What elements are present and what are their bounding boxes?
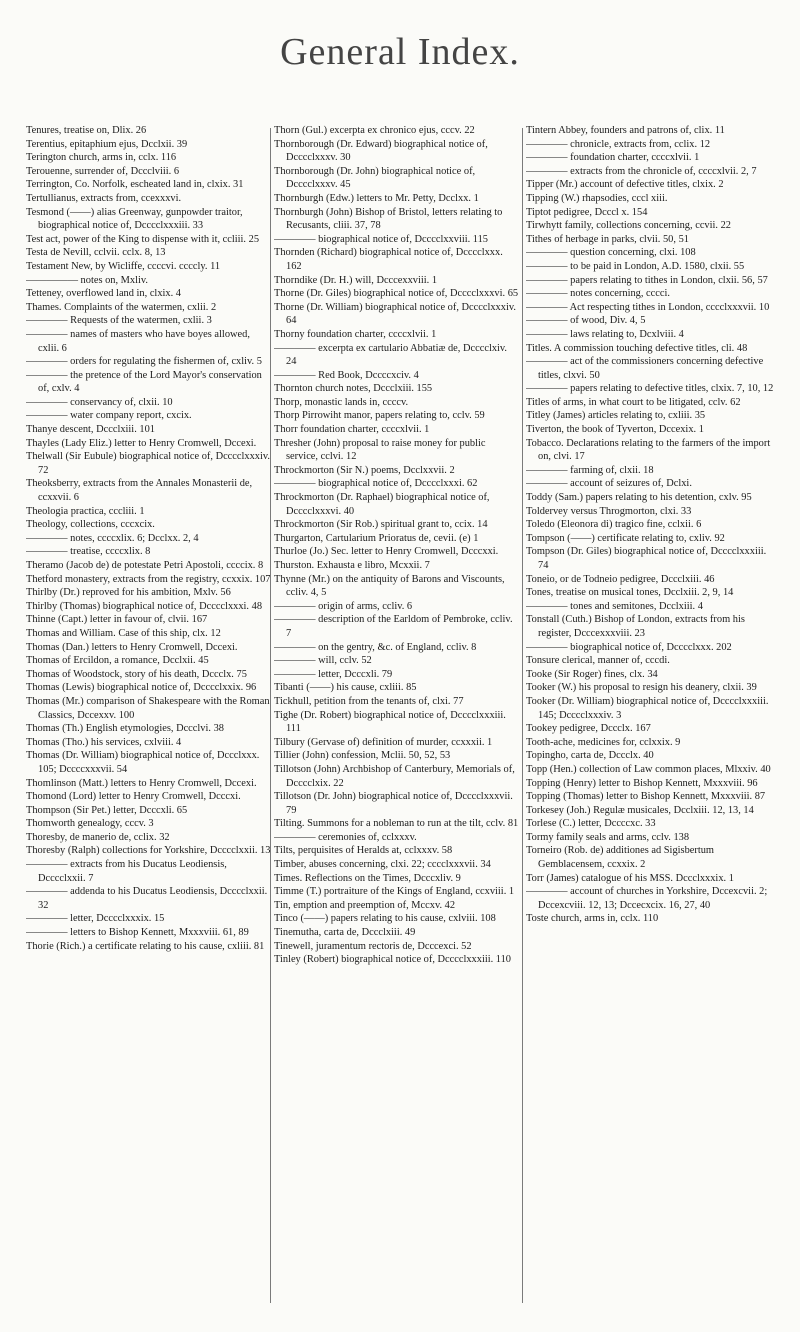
index-entry: Thomas and William. Case of this ship, clx. 12 <box>26 627 221 639</box>
index-entry: Thorp, monastic lands in, ccccv. <box>274 396 409 408</box>
index-entry: Thorr foundation charter, ccccxlvii. 1 <box>274 424 430 436</box>
index-entry: ———— conservancy of, clxii. 10 <box>26 396 173 408</box>
index-entry: Thornden (Richard) biographical notice of, Dcccclxxx. 162 <box>274 247 503 272</box>
index-entry: Theramo (Jacob de) de potestate Petri Apostoli, ccccix. 8 <box>26 560 264 571</box>
index-entry: Thomas (Mr.) comparison of Shakespeare with the Roman Classics, Dccexxv. 100 <box>26 695 270 721</box>
index-entry: Thanye descent, Dccclxiii. 101 <box>26 424 155 436</box>
index-entry: Tooker (Dr. William) biographical notice of, Dcccclxxxiii. 145; Dcccclxxxiv. 3 <box>526 695 769 721</box>
index-entry: ———— foundation charter, ccccxlvii. 1 <box>526 152 700 164</box>
index-entry: ———— Act respecting tithes in London, cccclxxxvii. 10 <box>526 301 770 313</box>
index-entry: Thomas (Th.) English etymologies, Dccclvi. 38 <box>26 723 224 735</box>
index-entry: ———— on the gentry, &c. of England, ccliv. 8 <box>274 641 477 653</box>
index-entry: Tinley (Robert) biographical notice of, Dcccclxxxiii. 110 <box>274 954 512 966</box>
index-entry: Thornborough (Dr. John) biographical notice of, Dcccclxxxv. 45 <box>274 165 476 191</box>
index-entry: Thorn (Gul.) excerpta ex chronico ejus, cccv. 22 <box>274 125 475 136</box>
index-entry: ———— to be paid in London, A.D. 1580, clxii. 55 <box>526 260 745 272</box>
index-entry: Tibanti (——) his cause, cxliii. 85 <box>274 682 417 694</box>
index-entry: Toledo (Eleonora di) tragico fine, cclxii. 6 <box>526 519 702 531</box>
index-entry: ———— Red Book, Dccccxciv. 4 <box>274 369 419 381</box>
index-column-3 <box>526 124 774 926</box>
index-entry: Tintern Abbey, founders and patrons of, clix. 11 <box>526 125 725 136</box>
index-entry: Tipper (Mr.) account of defective titles, clxix. 2 <box>526 179 724 191</box>
index-entry: ———— laws relating to, Dcxlviii. 4 <box>526 328 684 340</box>
index-column-1 <box>26 124 271 953</box>
index-entry: Tones, treatise on musical tones, Dcclxiii. 2, 9, 14 <box>526 587 734 599</box>
index-entry: Thomworth genealogy, cccv. 3 <box>26 818 154 830</box>
index-entry: Test act, power of the King to dispense with it, ccliii. 25 <box>26 233 260 245</box>
index-entry: ———— letters to Bishop Kennett, Mxxxviii. 61, 89 <box>26 927 249 939</box>
index-entry: Thomas (Dan.) letters to Henry Cromwell, Dccexi. <box>26 641 238 653</box>
index-entry: Tiverton, the book of Tyverton, Dccexix. 1 <box>526 424 704 436</box>
index-entry: Throckmorton (Sir Rob.) spiritual grant to, ccix. 14 <box>274 519 488 531</box>
index-entry: Torkesey (Joh.) Regulæ musicales, Dcclxiii. 12, 13, 14 <box>526 804 754 816</box>
index-entry: Thorndike (Dr. H.) will, Dcccexxviii. 1 <box>274 274 438 286</box>
index-entry: ———— letter, Dcccclxxxix. 15 <box>26 913 165 925</box>
index-entry: ———— notes, ccccxlix. 6; Dcclxx. 2, 4 <box>26 532 199 544</box>
index-entry: ———— excerpta ex cartulario Abbatiæ de, Dcccclxiv. 24 <box>274 342 508 368</box>
index-entry: Tillotson (John) Archbishop of Canterbury, Memorials of, Dcccclxix. 22 <box>274 763 515 789</box>
index-entry: Topping (Henry) letter to Bishop Kennett, Mxxxviii. 96 <box>526 777 758 789</box>
index-entry: Thornburgh (Edw.) letters to Mr. Petty, Dcclxx. 1 <box>274 192 479 204</box>
index-entry: Tesmond (——) alias Greenway, gunpowder traitor, biographical notice of, Dcccclxxxiii. 33 <box>26 206 243 232</box>
index-entry: Tonstall (Cuth.) Bishop of London, extracts from his register, Dcccexxxviii. 23 <box>526 614 745 639</box>
index-entry: Times. Reflections on the Times, Dcccxliv. 9 <box>274 872 461 884</box>
index-entry: Thomas (Dr. William) biographical notice of, Dccclxxx. 105; Dccccxxxvii. 54 <box>26 750 260 775</box>
index-entry: Thomas of Ercildon, a romance, Dcclxii. 45 <box>26 655 209 667</box>
index-entry: ———— notes concerning, cccci. <box>526 288 670 300</box>
index-entry: ———— description of the Earldom of Pembroke, ccliv. 7 <box>274 614 513 639</box>
index-entry: Terington church, arms in, cclx. 116 <box>26 152 177 164</box>
index-entry: ———— act of the commissioners concerning defective titles, clxvi. 50 <box>526 356 764 381</box>
index-entry: Testament New, by Wicliffe, ccccvi. ccccly. 11 <box>26 260 221 272</box>
index-entry: Titles. A commission touching defective titles, cli. 48 <box>526 342 748 354</box>
index-entry: ———— farming of, clxii. 18 <box>526 464 654 476</box>
index-entry: Thelwall (Sir Eubule) biographical notice of, Dcccclxxxiv. 72 <box>26 451 270 476</box>
index-entry: Tin, emption and preemption of, Mccxv. 42 <box>274 899 456 911</box>
index-entry: Toste church, arms in, cclx. 110 <box>526 913 659 925</box>
index-entry: ———— chronicle, extracts from, cclix. 12 <box>526 138 711 150</box>
index-entry: Tenures, treatise on, Dlix. 26 <box>26 125 147 136</box>
index-entry: ———— Requests of the watermen, cxlii. 3 <box>26 315 212 327</box>
index-entry: Thayles (Lady Eliz.) letter to Henry Cromwell, Dccexi. <box>26 437 257 449</box>
column-divider <box>270 128 271 1303</box>
index-entry: Thurloe (Jo.) Sec. letter to Henry Cromwell, Dcccxxi. <box>274 546 499 558</box>
index-entry: Tinemutha, carta de, Dccclxiii. 49 <box>274 927 416 939</box>
index-column-2 <box>274 124 519 967</box>
index-entry: Thomas (Tho.) his services, cxlviii. 4 <box>26 736 182 748</box>
index-entry: ———— extracts from his Ducatus Leodiensis, Dcccclxxii. 7 <box>26 859 227 884</box>
index-entry: Timme (T.) portraiture of the Kings of England, ccxviii. 1 <box>274 886 515 898</box>
index-entry: Thurston. Exhausta e libro, Mcxxii. 7 <box>274 560 430 571</box>
index-entry: Thoresby, de manerio de, cclix. 32 <box>26 831 170 843</box>
index-entry: Thurgarton, Cartularium Prioratus de, cevii. (e) 1 <box>274 532 479 544</box>
index-entry: ———— will, cclv. 52 <box>274 655 372 667</box>
index-entry: Thorie (Rich.) a certificate relating to his cause, cxliii. 81 <box>26 940 265 952</box>
index-entry: ———— treatise, ccccxlix. 8 <box>26 546 151 558</box>
index-entry: ———— papers relating to tithes in London, clxii. 56, 57 <box>526 274 768 286</box>
index-entry: Tompson (Dr. Giles) biographical notice of, Dcccclxxxiii. 74 <box>526 546 767 571</box>
index-entry: ———— of wood, Div. 4, 5 <box>526 315 646 327</box>
index-entry: Tirwhytt family, collections concerning, ccvii. 22 <box>526 220 731 232</box>
index-entry: Tookey pedigree, Dccclx. 167 <box>526 723 651 735</box>
index-entry: Thirlby (Thomas) biographical notice of, Dcccclxxxi. 48 <box>26 600 263 612</box>
index-entry: Throckmorton (Sir N.) poems, Dcclxxvii. 2 <box>274 464 455 476</box>
index-entry: ———— question concerning, clxi. 108 <box>526 247 696 259</box>
index-entry: Topp (Hen.) collection of Law common places, Mlxxiv. 40 <box>526 763 771 775</box>
page-title: General Index. <box>280 31 520 73</box>
index-entry: Tilbury (Gervase of) definition of murder, ccxxxii. 1 <box>274 736 493 748</box>
index-entry: ———— account of seizures of, Dclxi. <box>526 478 692 490</box>
index-entry: Tooker (W.) his proposal to resign his deanery, clxii. 39 <box>526 682 757 694</box>
index-entry: Thomlinson (Matt.) letters to Henry Cromwell, Dccexi. <box>26 777 257 789</box>
index-entry: Thorp Pirrowiht manor, papers relating to, cclv. 59 <box>274 410 485 422</box>
index-entry: Tiptot pedigree, Dcccl x. 154 <box>526 206 648 218</box>
index-entry: Thomas (Lewis) biographical notice of, Dcccclxxix. 96 <box>26 682 257 694</box>
index-entry: Tilting. Summons for a nobleman to run at the tilt, cclv. 81 <box>274 818 519 830</box>
index-entry: Tilts, perquisites of Heralds at, cclxxxv. 58 <box>274 845 453 857</box>
index-entry: Toneio, or de Todneio pedigree, Dccclxiii. 46 <box>526 573 715 585</box>
index-entry: Timber, abuses concerning, clxi. 22; cccclxxxvii. 34 <box>274 859 491 871</box>
index-entry: Throckmorton (Dr. Raphael) biographical notice of, Dcccclxxxvi. 40 <box>274 492 490 517</box>
index-entry: ———— names of masters who have boyes allowed, cxlii. 6 <box>26 328 250 354</box>
index-entry: Tompson (——) certificate relating to, cxliv. 92 <box>526 532 725 544</box>
index-entry: Terouenne, surrender of, Dccclviii. 6 <box>26 165 180 177</box>
index-entry: Torlese (C.) letter, Dccccxc. 33 <box>526 818 656 830</box>
index-entry: Tertullianus, extracts from, ccexxxvi. <box>26 192 182 204</box>
index-entry: Torneiro (Rob. de) additiones ad Sigisbertum Gemblacensem, ccxxix. 2 <box>526 845 714 871</box>
index-entry: ———— the pretence of the Lord Mayor's conservation of, cxlv. 4 <box>26 369 262 395</box>
index-entry: Tillier (John) confession, Mclii. 50, 52, 53 <box>274 750 451 762</box>
index-entry: Thorne (Dr. Giles) biographical notice of, Dcccclxxxvi. 65 <box>274 288 519 300</box>
index-columns <box>20 124 800 1314</box>
index-entry: Testa de Nevill, cclvii. cclx. 8, 13 <box>26 247 166 259</box>
index-entry: Tormy family seals and arms, cclv. 138 <box>526 831 690 843</box>
index-entry: Tighe (Dr. Robert) biographical notice of, Dcccclxxxiii. 111 <box>274 709 506 735</box>
index-entry: Tinewell, juramentum rectoris de, Dcccexci. 52 <box>274 940 472 952</box>
index-entry: Tetteney, overflowed land in, clxix. 4 <box>26 288 181 300</box>
index-entry: Tillotson (Dr. John) biographical notice of, Dcccclxxxvii. 79 <box>274 791 513 816</box>
index-entry: ———— biographical notice of, Dcccclxxx. 202 <box>526 641 732 653</box>
index-entry: ———— addenda to his Ducatus Leodiensis, Dcccclxxii. 32 <box>26 886 268 911</box>
index-entry: Thompson (Sir Pet.) letter, Dcccxli. 65 <box>26 804 188 816</box>
index-entry: Titles of arms, in what court to be litigated, cclv. 62 <box>526 396 741 408</box>
index-entry: Thinne (Capt.) letter in favour of, clvii. 167 <box>26 614 208 626</box>
index-entry: ———— letter, Dcccxli. 79 <box>274 668 393 680</box>
index-entry: Theologia practica, cccliii. 1 <box>26 505 145 517</box>
index-entry: Thirlby (Dr.) reproved for his ambition, Mxlv. 56 <box>26 587 231 599</box>
index-entry: ———— extracts from the chronicle of, ccccxlvii. 2, 7 <box>526 165 757 177</box>
index-entry: Tipping (W.) rhapsodies, cccl xiii. <box>526 192 668 204</box>
index-entry: Theoksberry, extracts from the Annales Monasterii de, ccxxvii. 6 <box>26 478 253 504</box>
index-entry: Toddy (Sam.) papers relating to his detention, cxlv. 95 <box>526 492 752 504</box>
index-entry: Tithes of herbage in parks, clvii. 50, 51 <box>526 233 689 245</box>
index-entry: Thorne (Dr. William) biographical notice of, Dcccclxxxiv. 64 <box>274 301 516 327</box>
index-entry: ———— tones and semitones, Dcclxiii. 4 <box>526 600 703 612</box>
index-entry: ———— orders for regulating the fishermen of, cxliv. 5 <box>26 356 262 368</box>
index-entry: Thornburgh (John) Bishop of Bristol, letters relating to Recusants, cliii. 37, 78 <box>274 206 503 232</box>
index-entry: Tooke (Sir Roger) fines, clx. 34 <box>526 668 658 680</box>
index-entry: Thetford monastery, extracts from the registry, ccxxix. 107 <box>26 573 271 585</box>
index-entry: Torr (James) catalogue of his MSS. Dccclxxxix. 1 <box>526 872 734 884</box>
index-entry: Thomond (Lord) letter to Henry Cromwell, Dcccxi. <box>26 791 241 803</box>
index-entry: Thomas of Woodstock, story of his death, Dccclx. 75 <box>26 668 247 680</box>
index-entry: Tooth-ache, medicines for, cclxxix. 9 <box>526 736 681 748</box>
column-divider <box>522 128 523 1303</box>
index-entry: Topingho, carta de, Dccclx. 40 <box>526 750 654 762</box>
index-entry: Thynne (Mr.) on the antiquity of Barons and Viscounts, ccliv. 4, 5 <box>274 573 505 599</box>
index-entry: ———— papers relating to defective titles, clxix. 7, 10, 12 <box>526 383 774 395</box>
index-entry: Tonsure clerical, manner of, cccdi. <box>526 655 670 667</box>
index-entry: Theology, collections, cccxcix. <box>26 519 155 531</box>
index-entry: Tinco (——) papers relating to his cause, cxlviii. 108 <box>274 913 496 925</box>
index-entry: Thornborough (Dr. Edward) biographical notice of, Dcccclxxxv. 30 <box>274 138 488 164</box>
index-entry: Titley (James) articles relating to, cxliii. 35 <box>526 410 706 422</box>
index-entry: ————— notes on, Mxliv. <box>26 274 148 286</box>
index-entry: Thorny foundation charter, ccccxlvii. 1 <box>274 328 437 340</box>
index-entry: Terrington, Co. Norfolk, escheated land in, clxix. 31 <box>26 179 244 191</box>
index-entry: Terentius, epitaphium ejus, Dcclxii. 39 <box>26 138 188 150</box>
index-entry: Thresher (John) proposal to raise money for public service, cclvi. 12 <box>274 437 486 463</box>
index-entry: Tickhull, petition from the tenants of, clxi. 77 <box>274 695 464 707</box>
index-entry: Topping (Thomas) letter to Bishop Kennett, Mxxxviii. 87 <box>526 791 766 803</box>
index-entry: Thames. Complaints of the watermen, cxlii. 2 <box>26 301 217 313</box>
index-entry: ———— ceremonies of, cclxxxv. <box>274 831 417 843</box>
index-entry: Thornton church notes, Dccclxiii. 155 <box>274 383 433 395</box>
index-entry: ———— water company report, cxcix. <box>26 410 192 422</box>
index-entry: Tobacco. Declarations relating to the farmers of the import on, clvi. 17 <box>526 437 771 463</box>
index-entry: ———— account of churches in Yorkshire, Dccexcvii. 2; Dccexcviii. 12, 13; Dccecxcix. 16, 27, 40 <box>526 886 768 911</box>
index-entry: ———— origin of arms, ccliv. 6 <box>274 600 413 612</box>
index-entry: Thoresby (Ralph) collections for Yorkshire, Dcccclxxii. 13 <box>26 845 271 857</box>
index-entry: ———— biographical notice of, Dcccclxxviii. 115 <box>274 233 489 245</box>
index-entry: Toldervey versus Throgmorton, clxi. 33 <box>526 505 692 517</box>
index-entry: ———— biographical notice of, Dcccclxxxi. 62 <box>274 478 478 490</box>
